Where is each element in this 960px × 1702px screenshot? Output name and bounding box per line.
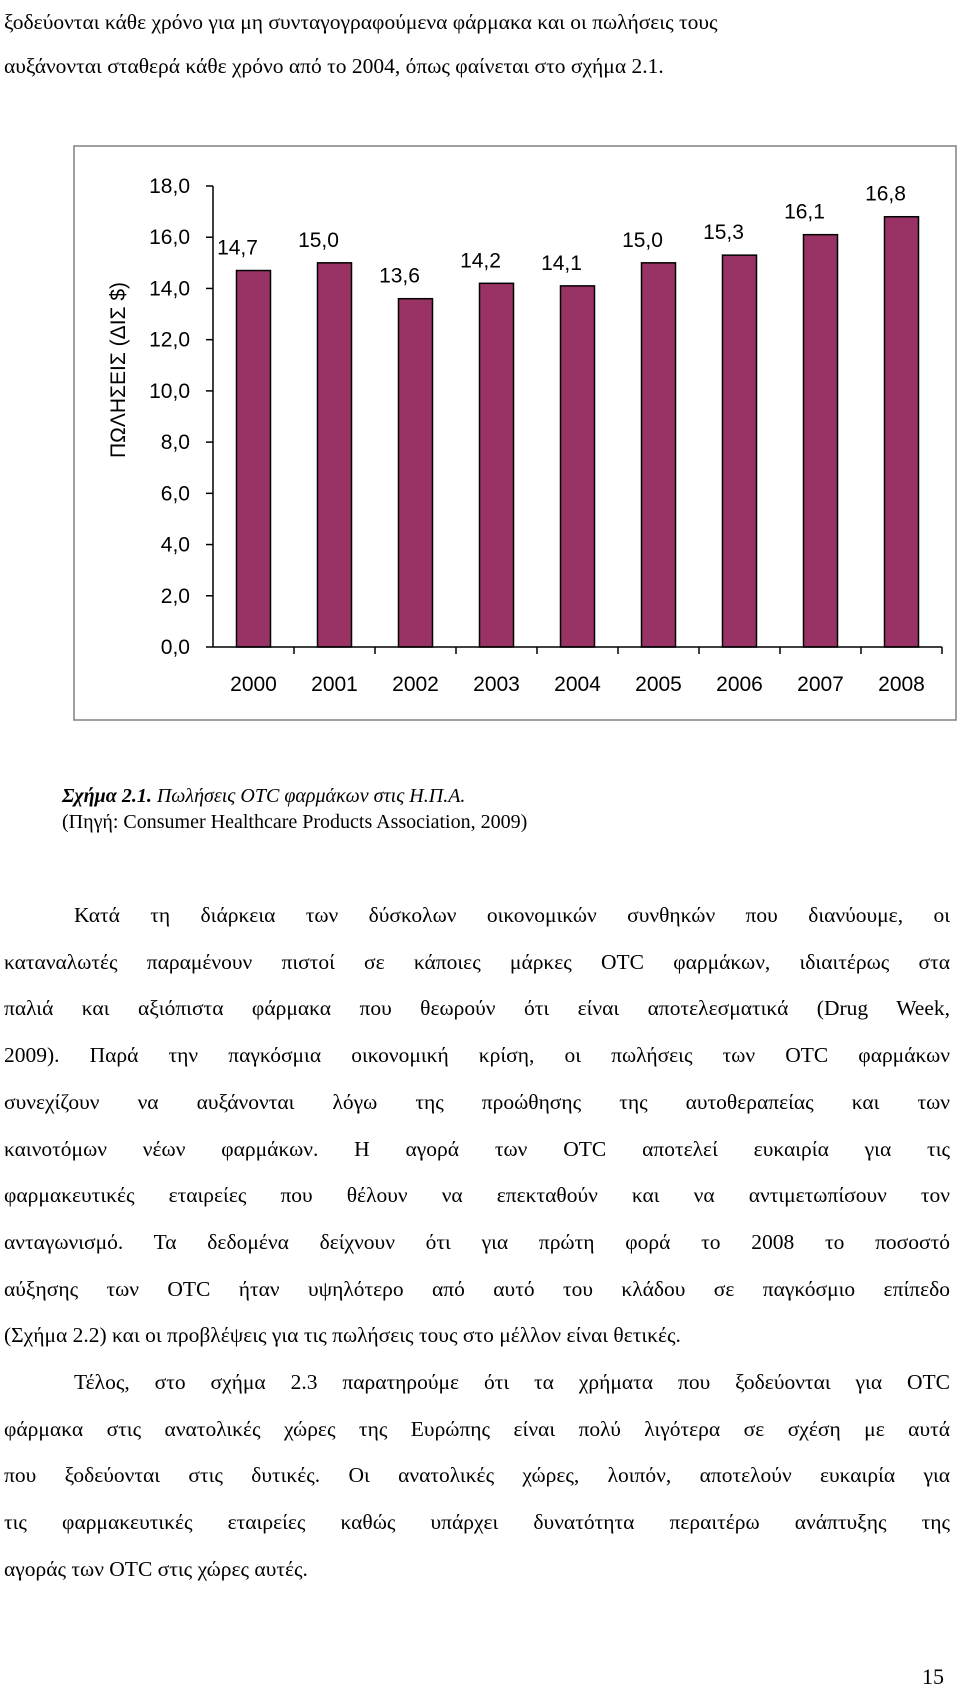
bar	[237, 271, 271, 647]
bar	[480, 283, 514, 647]
paragraph	[4, 892, 950, 1359]
paragraph-line: που ξοδεύονται στις δυτικές. Οι ανατολικές χώρες, λοιπόν, αποτελούν ευκαιρία για	[4, 1463, 950, 1488]
y-tick-label: 10,0	[149, 379, 190, 403]
paragraph-line: Τέλος, στο σχήμα 2.3 παρατηρούμε ότι τα χρήματα που ξοδεύονται για OTC	[74, 1370, 950, 1395]
x-tick-label: 2001	[311, 673, 358, 696]
bar	[804, 235, 838, 647]
bar	[561, 286, 595, 647]
bar-data-label: 15,0	[298, 228, 339, 252]
bar	[318, 263, 352, 647]
paragraph	[4, 1359, 950, 1593]
bar-data-label: 14,1	[541, 251, 582, 275]
x-tick-label: 2002	[392, 673, 439, 696]
y-tick-label: 14,0	[149, 277, 190, 301]
intro-text	[4, 0, 950, 88]
bar-data-label: 14,2	[460, 249, 501, 273]
paragraph-line: 2009). Παρά την παγκόσμια οικονομική κρίση, οι πωλήσεις των OTC φαρμάκων	[4, 1043, 950, 1068]
paragraph-line: καινοτόμων νέων φαρμάκων. Η αγορά των OTC αποτελεί ευκαιρία για τις	[4, 1136, 950, 1161]
bar	[885, 217, 919, 647]
y-tick-label: 16,0	[149, 226, 190, 250]
y-tick-label: 18,0	[149, 175, 190, 198]
paragraph-line: φάρμακα στις ανατολικές χώρες της Ευρώπης είναι πολύ λιγότερα σε σχέση με αυτά	[4, 1416, 950, 1441]
paragraph-line: Κατά τη διάρκεια των δύσκολων οικονομικών συνθηκών που διανύουμε, οι	[74, 903, 950, 927]
page-number: 15	[922, 1664, 944, 1689]
x-tick-label: 2004	[554, 673, 601, 696]
x-tick-label: 2008	[878, 673, 925, 696]
paragraph-line: συνεχίζουν να αυξάνονται λόγω της προώθησης της αυτοθεραπείας και των	[4, 1089, 950, 1114]
body-text	[4, 892, 950, 1593]
intro-line: αυξάνονται σταθερά κάθε χρόνο από το 2004, όπως φαίνεται στο σχήμα 2.1.	[4, 54, 664, 78]
paragraph-line: αύξησης των OTC ήταν υψηλότερο από αυτό του κλάδου σε παγκόσμιο επίπεδο	[4, 1276, 950, 1301]
y-axis-title: ΠΩΛΗΣΕΙΣ (ΔΙΣ $)	[107, 281, 130, 459]
paragraph-line: φαρμακευτικές εταιρείες που θέλουν να επεκταθούν και να αντιμετωπίσουν τον	[4, 1183, 950, 1208]
x-tick-label: 2005	[635, 673, 682, 696]
paragraph-line: καταναλωτές παραμένουν πιστοί σε κάποιες μάρκες OTC φαρμάκων, ιδιαιτέρως στα	[4, 949, 950, 974]
bar-data-label: 16,8	[865, 182, 906, 206]
figure-caption-label: Σχήμα 2.1.	[62, 785, 152, 807]
paragraph-line: αγοράς των OTC στις χώρες αυτές.	[4, 1556, 308, 1581]
bar-data-label: 15,3	[703, 221, 744, 245]
x-tick-label: 2003	[473, 673, 520, 696]
bar-data-label: 16,1	[784, 200, 825, 224]
bar	[642, 263, 676, 647]
bar	[723, 255, 757, 647]
y-tick-label: 0,0	[160, 636, 190, 659]
x-tick-label: 2006	[716, 673, 763, 696]
intro-line: ξοδεύονται κάθε χρόνο για μη συνταγογραφούμενα φάρμακα και οι πωλήσεις τους	[4, 10, 718, 34]
bar-data-label: 14,7	[217, 236, 258, 260]
paragraph-line: (Σχήμα 2.2) και οι προβλέψεις για τις πωλήσεις τους στο μέλλον είναι θετικές.	[4, 1323, 681, 1348]
bar	[399, 299, 433, 647]
sales-bar-chart	[0, 140, 960, 730]
y-tick-label: 6,0	[160, 482, 190, 506]
y-tick-label: 4,0	[160, 533, 190, 557]
paragraph-line: ανταγωνισμό. Τα δεδομένα δείχνουν ότι για πρώτη φορά το 2008 το ποσοστό	[4, 1229, 950, 1254]
x-tick-label: 2007	[797, 673, 844, 696]
y-tick-label: 2,0	[160, 584, 190, 608]
figure-caption	[62, 782, 465, 810]
paragraph-line: παλιά και αξιόπιστα φάρμακα που θεωρούν ότι είναι αποτελεσματικά (Drug Week,	[4, 996, 950, 1021]
figure-source: (Πηγή: Consumer Healthcare Products Association, 2009)	[62, 811, 528, 833]
bar-data-label: 13,6	[379, 264, 420, 288]
x-tick-label: 2000	[230, 673, 277, 696]
y-tick-label: 8,0	[160, 431, 190, 455]
bar-data-label: 15,0	[622, 228, 663, 252]
paragraph-line: τις φαρμακευτικές εταιρείες καθώς υπάρχει δυνατότητα περαιτέρω ανάπτυξης της	[4, 1510, 950, 1535]
figure-caption-text: Πωλήσεις OTC φαρμάκων στις Η.Π.Α.	[156, 785, 466, 807]
y-tick-label: 12,0	[149, 328, 190, 352]
